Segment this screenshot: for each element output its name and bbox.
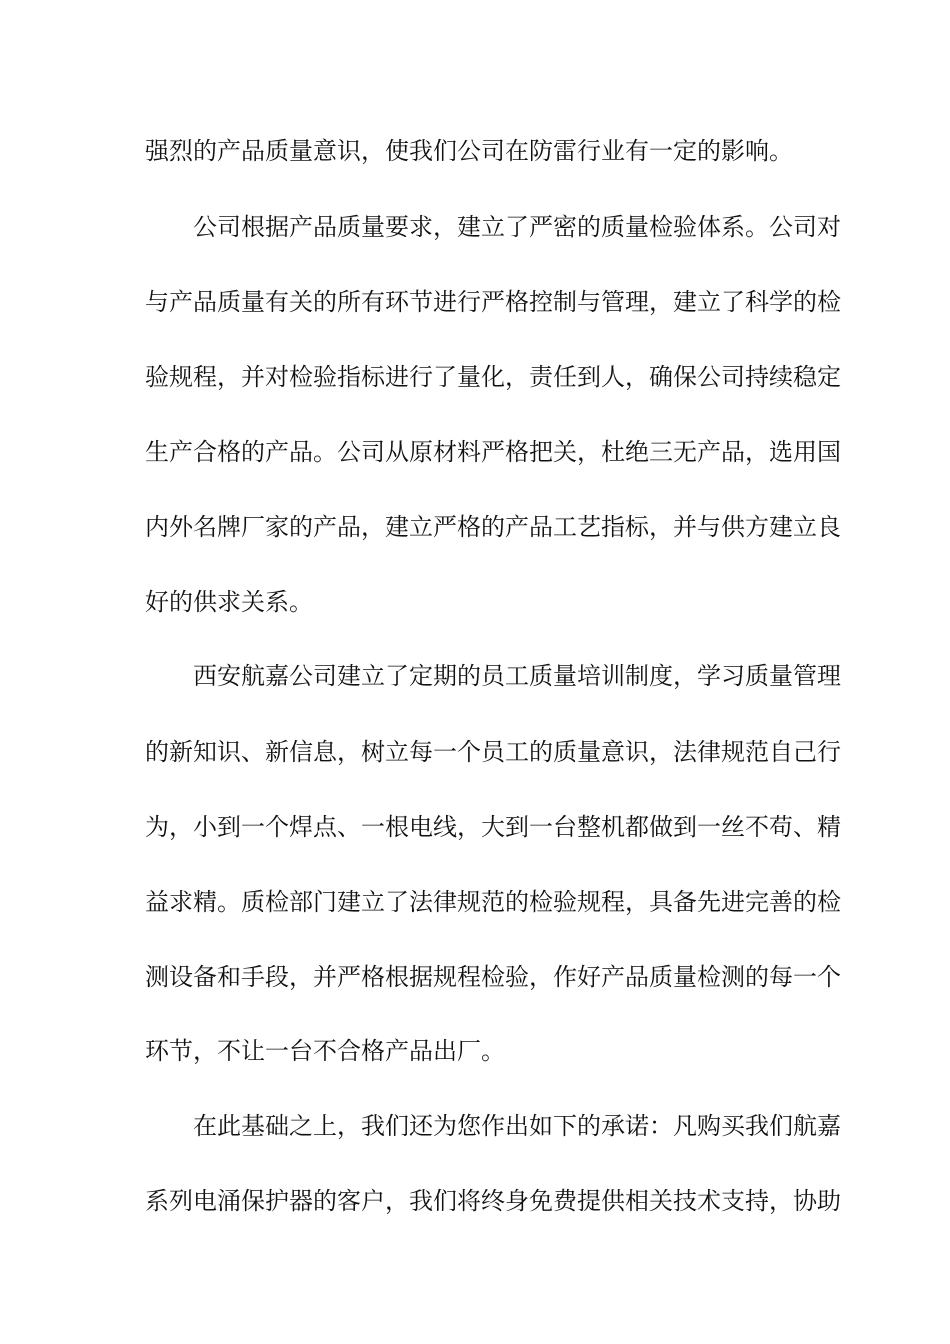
- text-line: 好的供求关系。: [145, 588, 313, 616]
- text-line: 益求精。质检部门建立了法律规范的检验规程，具备先进完善的检: [145, 888, 841, 916]
- text-line: 内外名牌厂家的产品，建立严格的产品工艺指标，并与供方建立良: [145, 513, 841, 541]
- paragraph-first-line: 公司根据产品质量要求，建立了严密的质量检验体系。公司对: [193, 213, 841, 241]
- text-line: 测设备和手段，并严格根据规程检验，作好产品质量检测的每一个: [145, 963, 841, 991]
- text-line: 与产品质量有关的所有环节进行严格控制与管理，建立了科学的检: [145, 288, 841, 316]
- text-line: 系列电涌保护器的客户，我们将终身免费提供相关技术支持，协助: [145, 1187, 841, 1215]
- paragraph-first-line: 在此基础之上，我们还为您作出如下的承诺：凡购买我们航嘉: [193, 1112, 841, 1140]
- text-line: 的新知识、新信息，树立每一个员工的质量意识，法律规范自己行: [145, 738, 841, 766]
- text-line: 生产合格的产品。公司从原材料严格把关，杜绝三无产品，选用国: [145, 438, 841, 466]
- text-line: 环节，不让一台不合格产品出厂。: [145, 1037, 505, 1065]
- text-line: 为，小到一个焊点、一根电线，大到一台整机都做到一丝不苟、精: [145, 813, 841, 841]
- paragraph-first-line: 西安航嘉公司建立了定期的员工质量培训制度，学习质量管理: [193, 662, 841, 690]
- text-line: 强烈的产品质量意识，使我们公司在防雷行业有一定的影响。: [145, 137, 793, 165]
- text-line: 验规程，并对检验指标进行了量化，责任到人，确保公司持续稳定: [145, 363, 841, 391]
